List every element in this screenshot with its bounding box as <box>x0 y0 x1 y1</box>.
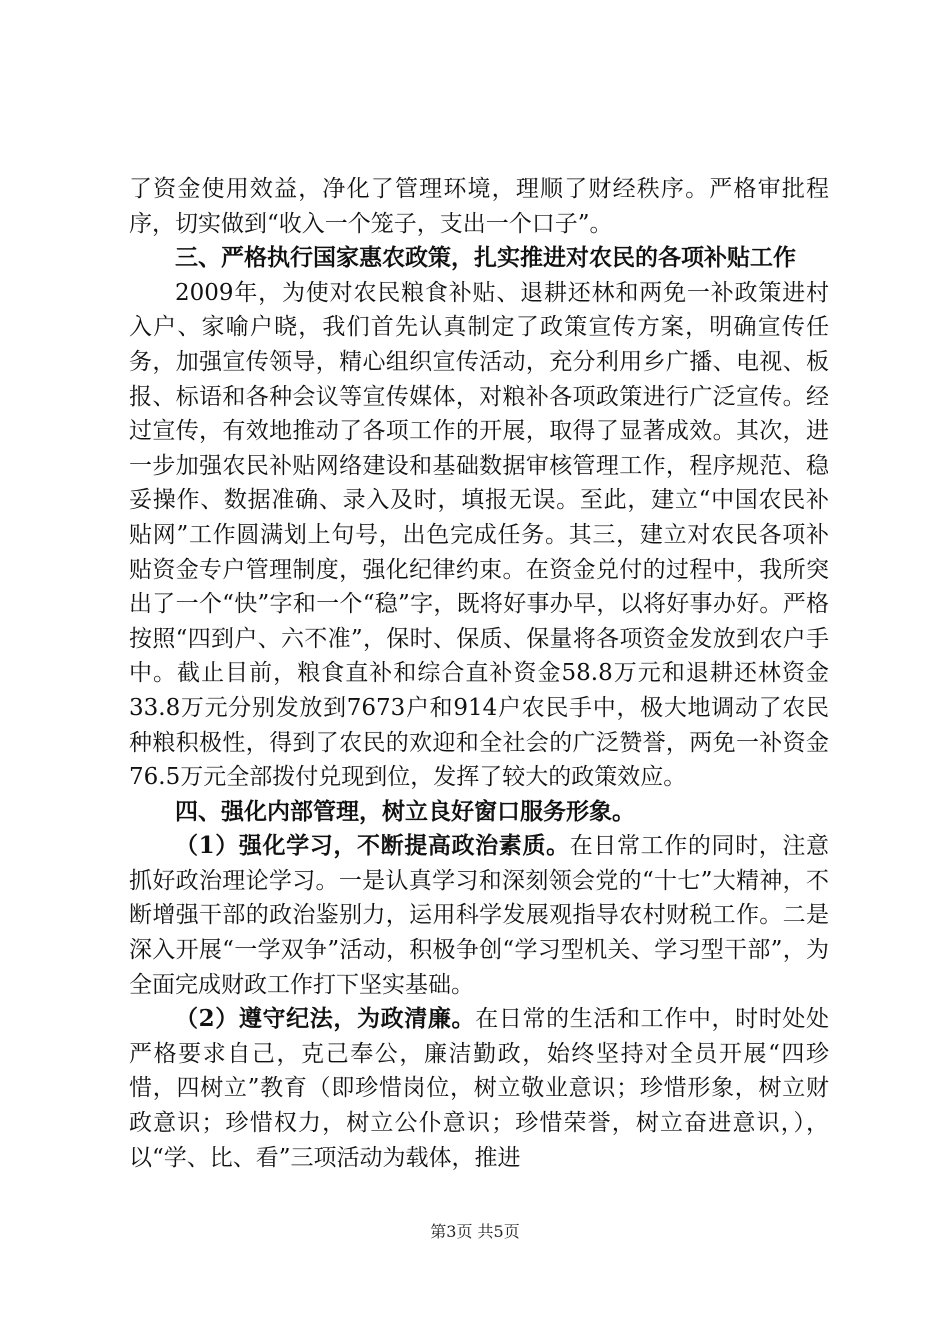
page-number-footer: 第3页 共5页 <box>430 1222 520 1241</box>
section-heading-4: 四、强化内部管理，树立良好窗口服务形象。 <box>175 797 635 825</box>
subheading-study: （1）强化学习，不断提高政治素质。 <box>175 832 570 860</box>
document-body <box>129 172 829 1175</box>
paragraph-continuation: 了资金使用效益，净化了管理环境，理顺了财经秩序。严格审批程序，切实做到“收入一个笼子，支出一个口子”。 <box>129 176 829 237</box>
paragraph-subsidy-work: 2009年，为使对农民粮食补贴、退耕还林和两免一补政策进村入户、家喻户晓，我们首先认真制定了政策宣传方案，明确宣传任务，加强宣传领导，精心组织宣传活动，充分利用乡广播、电视、板报、标语和各种会议等宣传媒体，对粮补各项政策进行广泛宣传。经过宣传，有效地推动了各项工作的开展，取得了显著成效。其次，进一步加强农民补贴网络建设和基础数据审核管理工作，程序规范、稳妥操作、数据准确、录入及时，填报无误。至此，建立“中国农民补贴网”工作圆满划上句号，出色完成任务。其三，建立对农民各项补贴资金专户管理制度，强化纪律约束。在资金兑付的过程中，我所突出了一个“快”字和一个“稳”字，既将好事办早，以将好事办好。严格按照“四到户、六不准”，保时、保质、保量将各项资金发放到农户手中。截止目前，粮食直补和综合直补资金58.8万元和退耕还林资金33.8万元分别发放到7673户和914户农民手中，极大地调动了农民种粮积极性，得到了农民的欢迎和全社会的广泛赞誉，两免一补资金76.5万元全部拨付兑现到位，发挥了较大的政策效应。 <box>129 279 829 791</box>
paragraph-discipline <box>129 1002 829 1175</box>
section-heading-3: 三、严格执行国家惠农政策，扎实推进对农民的各项补贴工作 <box>175 244 796 272</box>
paragraph-study-body: 在日常工作的同时，注意抓好政治理论学习。一是认真学习和深刻领会党的“十七”大精神，不断增强干部的政治鉴别力，运用科学发展观指导农村财税工作。二是深入开展“一学双争”活动，积极争创“学习型机关、学习型干部”，为全面完成财政工作打下坚实基础。 <box>129 833 829 998</box>
paragraph-discipline-body: 在日常的生活和工作中，时时处处严格要求自己，克己奉公，廉洁勤政，始终坚持对全员开展“四珍惜，四树立”教育（即珍惜岗位，树立敬业意识；珍惜形象，树立财政意识；珍惜权力，树立公仆意识；珍惜荣誉，树立奋进意识，），以“学、比、看”三项活动为载体，推进 <box>129 1006 829 1171</box>
paragraph-study <box>129 829 829 1002</box>
subheading-discipline: （2）遵守纪法，为政清廉。 <box>175 1005 476 1033</box>
